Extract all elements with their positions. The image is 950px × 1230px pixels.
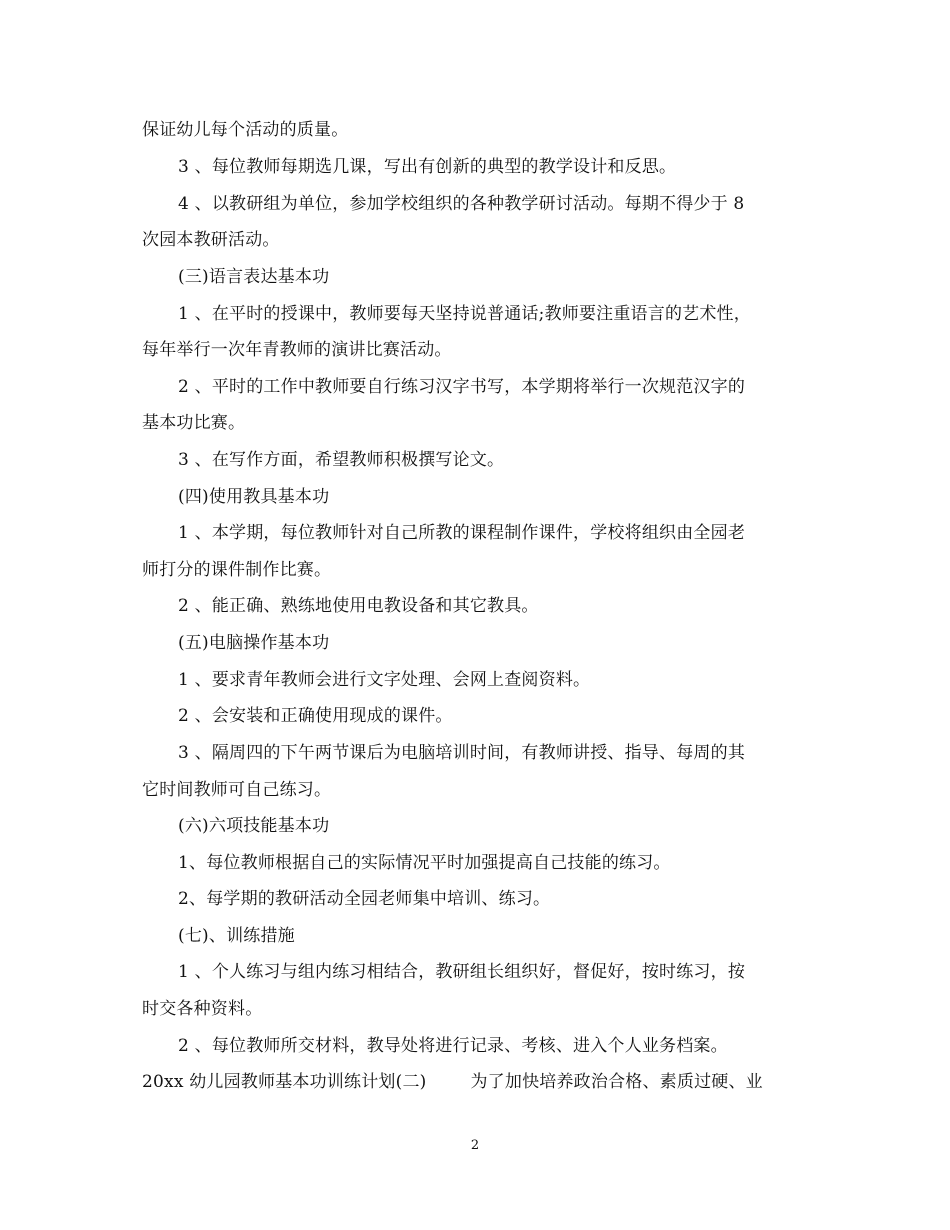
section-heading: (七)、训练措施	[178, 926, 295, 946]
document-title-inline: 20xx 幼儿园教师基本功训练计划(二)	[142, 1072, 427, 1092]
paragraph-text: 为了加快培养政治合格、素质过硬、业	[470, 1072, 763, 1092]
paragraph-line: 4 、以教研组为单位，参加学校组织的各种教学研讨活动。每期不得少于 8	[178, 194, 745, 214]
section-heading: (五)电脑操作基本功	[178, 633, 330, 653]
paragraph-line: 次园本教研活动。	[142, 230, 280, 250]
paragraph-line: 2 、平时的工作中教师要自行练习汉字书写，本学期将举行一次规范汉字的	[178, 377, 746, 397]
paragraph-line-with-title	[142, 1071, 763, 1093]
paragraph-line: 2、每学期的教研活动全园老师集中培训、练习。	[178, 889, 551, 909]
section-heading: (三)语言表达基本功	[178, 267, 330, 287]
paragraph-line: 1、每位教师根据自己的实际情况平时加强提高自己技能的练习。	[178, 853, 671, 873]
section-heading: (六)六项技能基本功	[178, 816, 330, 836]
paragraph-line: 保证幼儿每个活动的质量。	[142, 120, 349, 140]
paragraph-line: 1 、在平时的授课中，教师要每天坚持说普通话;教师要注重语言的艺术性，	[178, 304, 751, 324]
paragraph-line: 3 、隔周四的下午两节课后为电脑培训时间，有教师讲授、指导、每周的其	[178, 743, 746, 763]
paragraph-line: 师打分的课件制作比赛。	[142, 560, 332, 580]
section-heading: (四)使用教具基本功	[178, 487, 330, 507]
paragraph-line: 2 、能正确、熟练地使用电教设备和其它教具。	[178, 596, 539, 616]
paragraph-line: 1 、本学期，每位教师针对自己所教的课程制作课件，学校将组织由全园老	[178, 523, 746, 543]
paragraph-line: 基本功比赛。	[142, 413, 246, 433]
paragraph-line: 2 、每位教师所交材料，教导处将进行记录、考核、进入个人业务档案。	[178, 1036, 728, 1056]
paragraph-line: 3 、每位教师每期选几课，写出有创新的典型的教学设计和反思。	[178, 157, 677, 177]
paragraph-line: 每年举行一次年青教师的演讲比赛活动。	[142, 340, 452, 360]
paragraph-line: 1 、个人练习与组内练习相结合，教研组长组织好，督促好，按时练习，按	[178, 962, 746, 982]
paragraph-line: 1 、要求青年教师会进行文字处理、会网上查阅资料。	[178, 670, 591, 690]
page-number: 2	[470, 1138, 480, 1153]
paragraph-line: 3 、在写作方面，希望教师积极撰写论文。	[178, 450, 505, 470]
paragraph-line: 2 、会安装和正确使用现成的课件。	[178, 706, 453, 726]
paragraph-line: 时交各种资料。	[142, 999, 263, 1019]
paragraph-line: 它时间教师可自己练习。	[142, 780, 332, 800]
